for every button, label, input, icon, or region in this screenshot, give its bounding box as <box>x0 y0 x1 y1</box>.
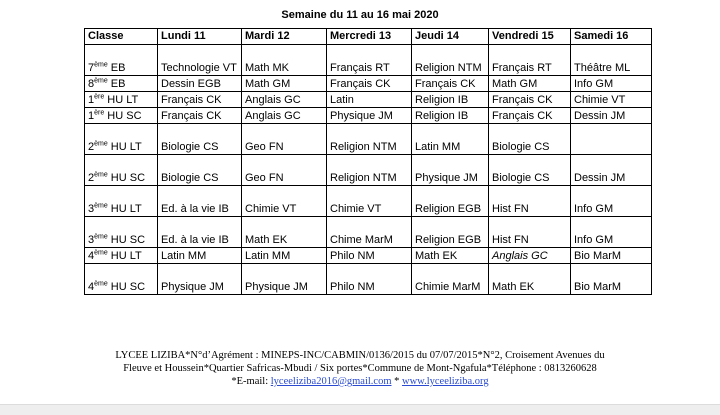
table-row <box>85 186 652 217</box>
table-cell: Religion NTM <box>327 155 412 186</box>
table-cell: Geo FN <box>242 124 327 155</box>
table-cell: Latin MM <box>158 248 242 264</box>
table-row <box>85 264 652 295</box>
table-cell: Hist FN <box>489 217 571 248</box>
header-mardi: Mardi 12 <box>242 29 327 45</box>
table-cell: Français RT <box>327 45 412 76</box>
header-lundi: Lundi 11 <box>158 29 242 45</box>
table-cell: Français CK <box>489 108 571 124</box>
table-cell: Math EK <box>412 248 489 264</box>
table-cell: Info GM <box>571 186 652 217</box>
footer-separator: * <box>391 376 403 387</box>
table-cell: Religion IB <box>412 92 489 108</box>
table-cell: Chimie VT <box>242 186 327 217</box>
table-cell: Anglais GC <box>242 108 327 124</box>
table-cell: Latin MM <box>412 124 489 155</box>
table-cell: Français RT <box>489 45 571 76</box>
footer-line-1: LYCEE LIZIBA*N°d’Agrément : MINEPS-INC/CABMIN/0136/2015 du 07/07/2015*N°2, Croisement Avenues du <box>115 350 605 361</box>
class-cell: 8ème EB <box>85 76 158 92</box>
page-bottom-bar <box>0 404 720 415</box>
table-cell: Religion EGB <box>412 217 489 248</box>
table-cell: Chimie VT <box>571 92 652 108</box>
class-cell: 3ème HU LT <box>85 186 158 217</box>
email-link[interactable]: lyceeliziba2016@gmail.com <box>270 376 392 387</box>
schedule-title: Semaine du 11 au 16 mai 2020 <box>281 9 439 21</box>
table-cell: Hist FN <box>489 186 571 217</box>
table-cell: Français CK <box>158 108 242 124</box>
table-row <box>85 124 652 155</box>
header-samedi: Samedi 16 <box>571 29 652 45</box>
header-classe: Classe <box>85 29 158 45</box>
table-cell: Anglais GC <box>242 92 327 108</box>
table-row <box>85 108 652 124</box>
table-cell: Dessin JM <box>571 155 652 186</box>
table-cell: Religion NTM <box>412 45 489 76</box>
table-cell: Ed. à la vie IB <box>158 186 242 217</box>
table-cell: Math MK <box>242 45 327 76</box>
table-cell: Religion EGB <box>412 186 489 217</box>
header-mercredi: Mercredi 13 <box>327 29 412 45</box>
class-cell: 2ème HU SC <box>85 155 158 186</box>
table-cell: Chime MarM <box>327 217 412 248</box>
table-cell: Religion IB <box>412 108 489 124</box>
table-cell: Latin <box>327 92 412 108</box>
table-cell: Physique JM <box>158 264 242 295</box>
table-cell: Théâtre ML <box>571 45 652 76</box>
table-cell: Latin MM <box>242 248 327 264</box>
table-cell: Technologie VT <box>158 45 242 76</box>
table-cell: Math EK <box>489 264 571 295</box>
table-cell: Math GM <box>242 76 327 92</box>
table-row <box>85 45 652 76</box>
class-cell: 4ème HU LT <box>85 248 158 264</box>
table-cell: Bio MarM <box>571 264 652 295</box>
header-jeudi: Jeudi 14 <box>412 29 489 45</box>
table-row <box>85 92 652 108</box>
class-cell: 2ème HU LT <box>85 124 158 155</box>
email-label: *E-mail: <box>231 376 271 387</box>
table-cell: Info GM <box>571 76 652 92</box>
schedule-table <box>84 28 652 295</box>
table-cell: Français CK <box>158 92 242 108</box>
table-cell: Physique JM <box>327 108 412 124</box>
table-row <box>85 155 652 186</box>
table-cell: Ed. à la vie IB <box>158 217 242 248</box>
table-cell: Biologie CS <box>489 155 571 186</box>
table-cell: Biologie CS <box>158 124 242 155</box>
table-row <box>85 248 652 264</box>
footer-line-2: Fleuve et Houssein*Quartier Safricas-Mbudi / Six portes*Commune de Mont-Ngafula*Téléphone : 0813260628 <box>123 363 597 374</box>
table-cell: Dessin JM <box>571 108 652 124</box>
table-cell: Math GM <box>489 76 571 92</box>
table-cell: Français CK <box>327 76 412 92</box>
school-footer <box>0 349 720 388</box>
table-cell: Français CK <box>489 92 571 108</box>
table-cell: Chimie VT <box>327 186 412 217</box>
header-row <box>85 29 652 45</box>
table-cell: Philo NM <box>327 248 412 264</box>
table-cell: Math EK <box>242 217 327 248</box>
website-link[interactable]: www.lyceeliziba.org <box>402 376 489 387</box>
table-cell: Philo NM <box>327 264 412 295</box>
table-row <box>85 76 652 92</box>
table-cell: Biologie CS <box>489 124 571 155</box>
table-cell: Chimie MarM <box>412 264 489 295</box>
table-cell: Physique JM <box>242 264 327 295</box>
table-cell: Français CK <box>412 76 489 92</box>
class-cell: 4ème HU SC <box>85 264 158 295</box>
class-cell: 1ère HU SC <box>85 108 158 124</box>
class-cell: 1ère HU LT <box>85 92 158 108</box>
table-cell: Bio MarM <box>571 248 652 264</box>
table-cell: Info GM <box>571 217 652 248</box>
table-cell: Anglais GC <box>489 248 571 264</box>
table-cell: Religion NTM <box>327 124 412 155</box>
table-cell: Dessin EGB <box>158 76 242 92</box>
class-cell: 7ème EB <box>85 45 158 76</box>
table-cell: Biologie CS <box>158 155 242 186</box>
footer-line-3 <box>0 375 720 388</box>
table-row <box>85 217 652 248</box>
table-cell: Geo FN <box>242 155 327 186</box>
class-cell: 3ème HU SC <box>85 217 158 248</box>
header-vendredi: Vendredi 15 <box>489 29 571 45</box>
table-cell <box>571 124 652 155</box>
table-cell: Physique JM <box>412 155 489 186</box>
